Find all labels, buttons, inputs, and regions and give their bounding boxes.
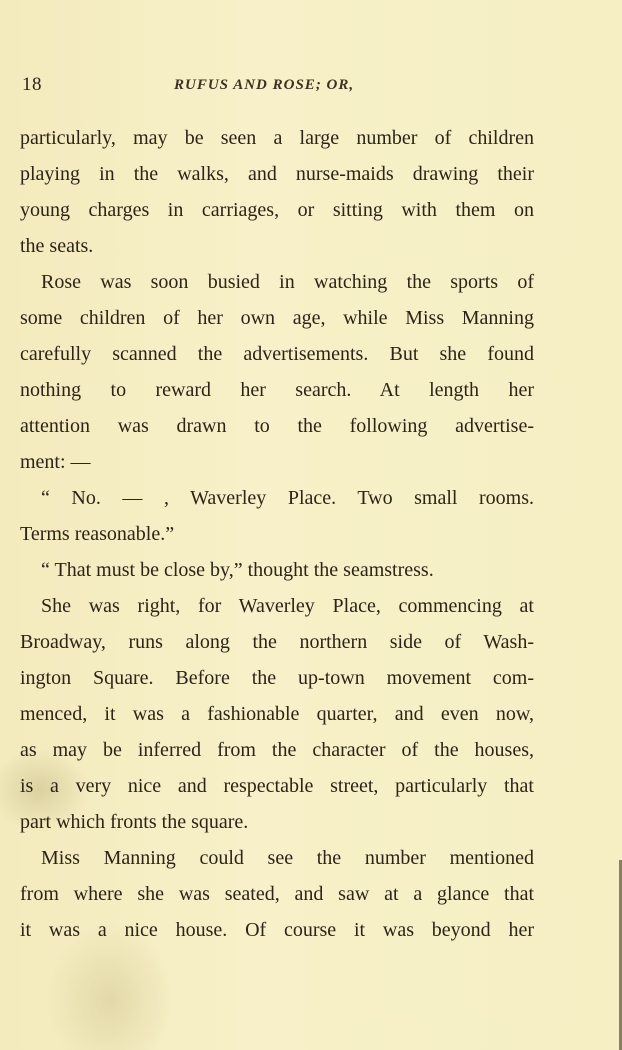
- text-line: part which fronts the square.: [20, 811, 249, 833]
- page-number: 18: [22, 74, 42, 95]
- text-line: “ No. — , Waverley Place. Two small rooms.: [41, 487, 534, 509]
- text-line: Miss Manning could see the number mentioned: [41, 847, 534, 869]
- text-line: young charges in carriages, or sitting with them on: [20, 199, 534, 221]
- text-line: “ That must be close by,” thought the seamstress.: [41, 559, 434, 581]
- page-header: [22, 74, 534, 98]
- text-line: the seats.: [20, 235, 94, 257]
- body-text: [20, 120, 534, 948]
- text-line: it was a nice house. Of course it was beyond her: [20, 919, 534, 941]
- text-line: nothing to reward her search. At length her: [20, 379, 534, 401]
- text-line: attention was drawn to the following advertise-: [20, 415, 534, 437]
- text-line: Broadway, runs along the northern side of Wash-: [20, 631, 534, 653]
- text-line: playing in the walks, and nurse-maids drawing their: [20, 163, 534, 185]
- text-line: Terms reasonable.”: [20, 523, 175, 545]
- text-line: some children of her own age, while Miss Manning: [20, 307, 534, 329]
- text-line: Rose was soon busied in watching the sports of: [41, 271, 534, 293]
- running-head: RUFUS AND ROSE; OR,: [174, 77, 355, 93]
- text-line: ington Square. Before the up-town movement com-: [20, 667, 534, 689]
- text-line: is a very nice and respectable street, particularly that: [20, 775, 534, 797]
- text-line: as may be inferred from the character of the houses,: [20, 739, 534, 761]
- text-line: carefully scanned the advertisements. But she found: [20, 343, 534, 365]
- text-line: ment: —: [20, 451, 91, 473]
- text-line: from where she was seated, and saw at a glance that: [20, 883, 534, 905]
- text-line: She was right, for Waverley Place, commencing at: [41, 595, 534, 617]
- text-line: particularly, may be seen a large number of children: [20, 127, 534, 149]
- text-line: menced, it was a fashionable quarter, and even now,: [20, 703, 534, 725]
